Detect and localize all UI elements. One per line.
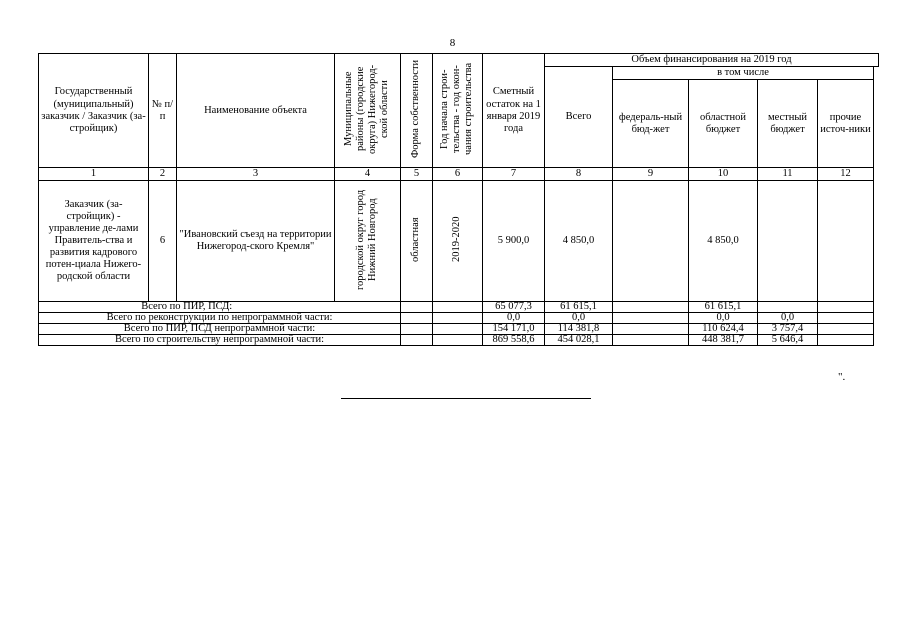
total-other <box>818 302 874 313</box>
total-other <box>818 324 874 335</box>
page-number: 8 <box>449 37 456 49</box>
header-object-name: Наименование объекта <box>177 54 335 168</box>
column-number: 7 <box>483 168 545 181</box>
column-number: 11 <box>758 168 818 181</box>
header-balance: Сметный остаток на 1 января 2019 года <box>483 54 545 168</box>
column-number: 1 <box>39 168 149 181</box>
header-ownership <box>401 54 433 168</box>
total-row <box>39 302 879 313</box>
ownership-cell <box>401 181 433 302</box>
total-other <box>818 335 874 346</box>
total-sum: 61 615,1 <box>545 302 613 313</box>
total-regional: 110 624,4 <box>689 324 758 335</box>
header-num: № п/п <box>149 54 177 168</box>
total-local <box>758 302 818 313</box>
header-ownership-text: Форма собственности <box>410 59 422 158</box>
column-number: 2 <box>149 168 177 181</box>
total-balance: 0,0 <box>483 313 545 324</box>
total-local: 5 646,4 <box>758 335 818 346</box>
total-local: 0,0 <box>758 313 818 324</box>
total-balance: 154 171,0 <box>483 324 545 335</box>
ownership-text: областная <box>410 216 422 262</box>
total-local: 3 757,4 <box>758 324 818 335</box>
header-federal: федераль-ный бюд-жет <box>613 80 689 168</box>
header-total: Всего <box>545 67 613 168</box>
total-balance: 65 077,3 <box>483 302 545 313</box>
header-years-text: Год начала строи-тельства - год окон-чания строительства <box>439 62 475 155</box>
customer-cell: Заказчик (за-стройщик) - управление де-лами Правитель-ства и развития кадрового потен-циала Нижего-родской области <box>39 181 149 302</box>
total-federal <box>613 324 689 335</box>
total-label: Всего по ПИР, ПСД непрограммной части: <box>39 324 401 335</box>
total-sum: 114 381,8 <box>545 324 613 335</box>
column-number: 4 <box>335 168 401 181</box>
district-cell <box>335 181 401 302</box>
total-regional: 448 381,7 <box>689 335 758 346</box>
column-number: 9 <box>613 168 689 181</box>
total-row <box>39 313 879 324</box>
header-funding-group: Объем финансирования на 2019 год <box>545 54 879 67</box>
header-other: прочие источ-ники <box>818 80 874 168</box>
regional-cell: 4 850,0 <box>689 181 758 302</box>
header-districts <box>335 54 401 168</box>
column-number: 12 <box>818 168 874 181</box>
header-districts-text: Муниципальные районы (городские округа) Нижегород-ской области <box>343 63 391 154</box>
total-federal <box>613 313 689 324</box>
total-balance: 869 558,6 <box>483 335 545 346</box>
total-row <box>39 335 879 346</box>
total-other <box>818 313 874 324</box>
column-number: 3 <box>177 168 335 181</box>
header-customer: Государственный (муниципальный) заказчик / Заказчик (за-стройщик) <box>39 54 149 168</box>
years-cell <box>433 181 483 302</box>
total-federal <box>613 335 689 346</box>
column-numbers-row <box>39 168 879 181</box>
district-text: городской округ город Нижний Новгород <box>355 189 379 290</box>
header-regional: областной бюджет <box>689 80 758 168</box>
total-label: Всего по реконструкции по непрограммной части: <box>39 313 401 324</box>
total-regional: 61 615,1 <box>689 302 758 313</box>
total-sum: 454 028,1 <box>545 335 613 346</box>
total-regional: 0,0 <box>689 313 758 324</box>
total-row <box>39 324 879 335</box>
total-sum: 0,0 <box>545 313 613 324</box>
total-federal <box>613 302 689 313</box>
other-cell <box>818 181 874 302</box>
closing-quote: ". <box>838 371 846 383</box>
federal-cell <box>613 181 689 302</box>
header-local: местный бюджет <box>758 80 818 168</box>
object-name-cell: "Ивановский съезд на территории Нижегород-ского Кремля" <box>177 181 335 302</box>
local-cell <box>758 181 818 302</box>
column-number: 5 <box>401 168 433 181</box>
total-label: Всего по ПИР, ПСД: <box>39 302 335 313</box>
balance-cell: 5 900,0 <box>483 181 545 302</box>
total-cell: 4 850,0 <box>545 181 613 302</box>
object-row <box>39 181 879 302</box>
total-label: Всего по строительству непрограммной части: <box>39 335 401 346</box>
header-years <box>433 54 483 168</box>
years-text: 2019-2020 <box>451 216 463 262</box>
column-number: 8 <box>545 168 613 181</box>
column-number: 10 <box>689 168 758 181</box>
funding-table <box>38 53 879 346</box>
column-number: 6 <box>433 168 483 181</box>
header-including: в том числе <box>613 67 874 80</box>
end-divider-line <box>341 398 591 399</box>
num-cell: 6 <box>149 181 177 302</box>
